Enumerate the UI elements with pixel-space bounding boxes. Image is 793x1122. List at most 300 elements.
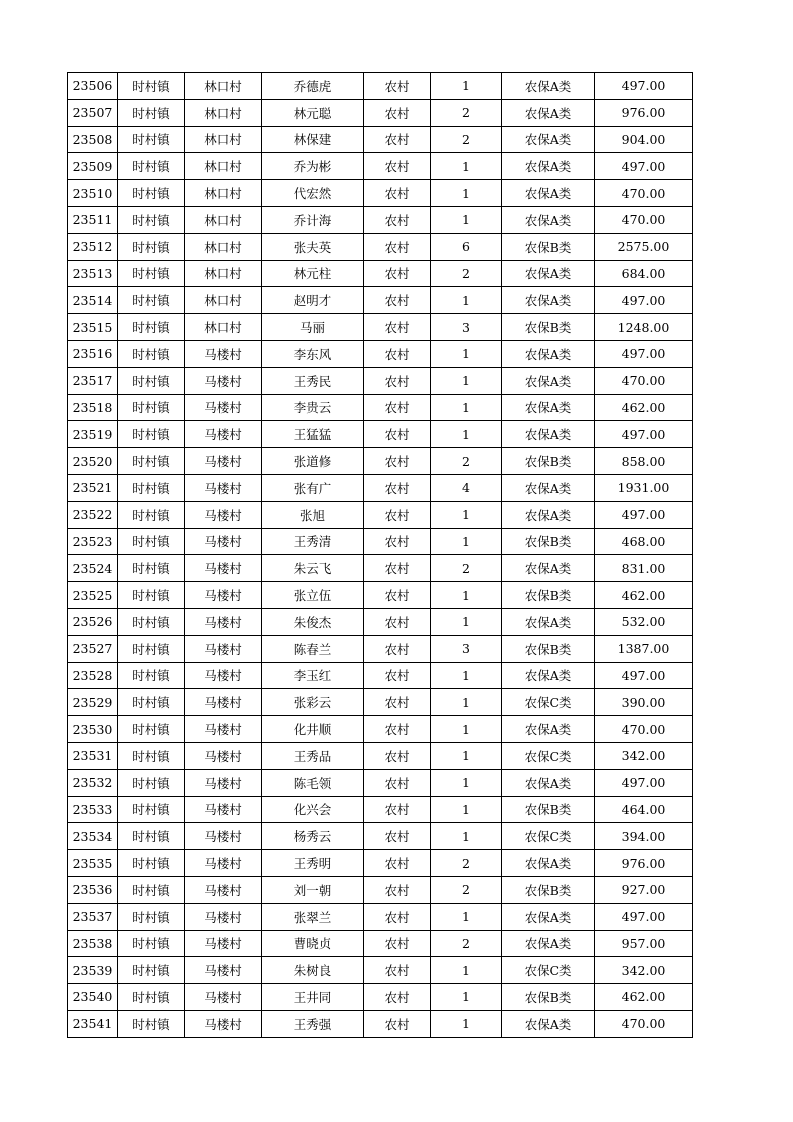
category-cell: 农保A类 (502, 662, 595, 689)
category-cell: 农保A类 (502, 287, 595, 314)
serial-number-cell: 23536 (68, 876, 118, 903)
amount-cell: 957.00 (595, 930, 693, 957)
amount-cell: 904.00 (595, 126, 693, 153)
category-cell: 农保C类 (502, 957, 595, 984)
village-cell: 林口村 (185, 126, 262, 153)
serial-number-cell: 23506 (68, 73, 118, 100)
table-row (68, 528, 693, 555)
table-row (68, 287, 693, 314)
relief-roster-table (67, 72, 693, 1038)
serial-number-cell: 23514 (68, 287, 118, 314)
category-cell: 农保A类 (502, 850, 595, 877)
household-size-cell: 1 (431, 206, 502, 233)
village-cell: 马楼村 (185, 394, 262, 421)
village-cell: 马楼村 (185, 662, 262, 689)
village-cell: 林口村 (185, 153, 262, 180)
household-type-cell: 农村 (364, 233, 431, 260)
amount-cell: 684.00 (595, 260, 693, 287)
name-cell: 王秀品 (262, 742, 364, 769)
category-cell: 农保C类 (502, 689, 595, 716)
table-row (68, 689, 693, 716)
table-row (68, 206, 693, 233)
category-cell: 农保A类 (502, 769, 595, 796)
village-cell: 马楼村 (185, 635, 262, 662)
household-type-cell: 农村 (364, 1010, 431, 1037)
serial-number-cell: 23516 (68, 340, 118, 367)
category-cell: 农保A类 (502, 608, 595, 635)
serial-number-cell: 23537 (68, 903, 118, 930)
amount-cell: 497.00 (595, 287, 693, 314)
serial-number-cell: 23526 (68, 608, 118, 635)
household-size-cell: 1 (431, 796, 502, 823)
table-row (68, 126, 693, 153)
category-cell: 农保A类 (502, 474, 595, 501)
name-cell: 张夫英 (262, 233, 364, 260)
name-cell: 乔为彬 (262, 153, 364, 180)
village-cell: 马楼村 (185, 984, 262, 1011)
category-cell: 农保B类 (502, 233, 595, 260)
household-type-cell: 农村 (364, 287, 431, 314)
household-size-cell: 1 (431, 716, 502, 743)
household-size-cell: 1 (431, 769, 502, 796)
name-cell: 乔计海 (262, 206, 364, 233)
household-type-cell: 农村 (364, 367, 431, 394)
serial-number-cell: 23507 (68, 99, 118, 126)
township-cell: 时村镇 (118, 528, 185, 555)
household-type-cell: 农村 (364, 180, 431, 207)
amount-cell: 468.00 (595, 528, 693, 555)
category-cell: 农保A类 (502, 367, 595, 394)
serial-number-cell: 23541 (68, 1010, 118, 1037)
name-cell: 李贵云 (262, 394, 364, 421)
table-row (68, 367, 693, 394)
household-type-cell: 农村 (364, 394, 431, 421)
table-row (68, 850, 693, 877)
table-row (68, 394, 693, 421)
household-type-cell: 农村 (364, 501, 431, 528)
serial-number-cell: 23515 (68, 314, 118, 341)
name-cell: 陈毛领 (262, 769, 364, 796)
household-size-cell: 2 (431, 448, 502, 475)
village-cell: 马楼村 (185, 555, 262, 582)
village-cell: 马楼村 (185, 474, 262, 501)
household-size-cell: 1 (431, 501, 502, 528)
serial-number-cell: 23531 (68, 742, 118, 769)
table-row (68, 635, 693, 662)
township-cell: 时村镇 (118, 957, 185, 984)
household-type-cell: 农村 (364, 126, 431, 153)
village-cell: 马楼村 (185, 582, 262, 609)
village-cell: 林口村 (185, 180, 262, 207)
village-cell: 林口村 (185, 314, 262, 341)
household-type-cell: 农村 (364, 421, 431, 448)
serial-number-cell: 23517 (68, 367, 118, 394)
household-type-cell: 农村 (364, 716, 431, 743)
household-type-cell: 农村 (364, 742, 431, 769)
village-cell: 马楼村 (185, 903, 262, 930)
village-cell: 马楼村 (185, 796, 262, 823)
amount-cell: 470.00 (595, 180, 693, 207)
name-cell: 化井顺 (262, 716, 364, 743)
category-cell: 农保A类 (502, 153, 595, 180)
serial-number-cell: 23524 (68, 555, 118, 582)
serial-number-cell: 23525 (68, 582, 118, 609)
township-cell: 时村镇 (118, 421, 185, 448)
village-cell: 马楼村 (185, 689, 262, 716)
table-row (68, 501, 693, 528)
amount-cell: 1387.00 (595, 635, 693, 662)
household-size-cell: 6 (431, 233, 502, 260)
category-cell: 农保C类 (502, 742, 595, 769)
name-cell: 张立伍 (262, 582, 364, 609)
village-cell: 马楼村 (185, 528, 262, 555)
household-size-cell: 1 (431, 582, 502, 609)
amount-cell: 470.00 (595, 1010, 693, 1037)
household-type-cell: 农村 (364, 340, 431, 367)
table-row (68, 876, 693, 903)
serial-number-cell: 23527 (68, 635, 118, 662)
table-row (68, 448, 693, 475)
name-cell: 林保建 (262, 126, 364, 153)
amount-cell: 497.00 (595, 903, 693, 930)
household-type-cell: 农村 (364, 99, 431, 126)
category-cell: 农保B类 (502, 582, 595, 609)
household-size-cell: 1 (431, 903, 502, 930)
household-type-cell: 农村 (364, 608, 431, 635)
household-size-cell: 1 (431, 528, 502, 555)
category-cell: 农保A类 (502, 421, 595, 448)
village-cell: 林口村 (185, 73, 262, 100)
amount-cell: 462.00 (595, 394, 693, 421)
serial-number-cell: 23523 (68, 528, 118, 555)
amount-cell: 462.00 (595, 582, 693, 609)
township-cell: 时村镇 (118, 233, 185, 260)
table-row (68, 153, 693, 180)
name-cell: 林元柱 (262, 260, 364, 287)
name-cell: 赵明才 (262, 287, 364, 314)
category-cell: 农保B类 (502, 635, 595, 662)
category-cell: 农保A类 (502, 716, 595, 743)
category-cell: 农保A类 (502, 501, 595, 528)
name-cell: 林元聪 (262, 99, 364, 126)
serial-number-cell: 23528 (68, 662, 118, 689)
household-type-cell: 农村 (364, 260, 431, 287)
name-cell: 张翠兰 (262, 903, 364, 930)
household-type-cell: 农村 (364, 984, 431, 1011)
amount-cell: 464.00 (595, 796, 693, 823)
township-cell: 时村镇 (118, 501, 185, 528)
township-cell: 时村镇 (118, 260, 185, 287)
name-cell: 代宏然 (262, 180, 364, 207)
serial-number-cell: 23509 (68, 153, 118, 180)
village-cell: 马楼村 (185, 957, 262, 984)
table-row (68, 180, 693, 207)
household-type-cell: 农村 (364, 957, 431, 984)
serial-number-cell: 23521 (68, 474, 118, 501)
name-cell: 曹晓贞 (262, 930, 364, 957)
township-cell: 时村镇 (118, 662, 185, 689)
household-type-cell: 农村 (364, 930, 431, 957)
township-cell: 时村镇 (118, 903, 185, 930)
name-cell: 张道修 (262, 448, 364, 475)
village-cell: 马楼村 (185, 823, 262, 850)
household-size-cell: 1 (431, 823, 502, 850)
category-cell: 农保B类 (502, 876, 595, 903)
amount-cell: 470.00 (595, 206, 693, 233)
household-size-cell: 1 (431, 153, 502, 180)
household-size-cell: 1 (431, 984, 502, 1011)
name-cell: 王井同 (262, 984, 364, 1011)
table-row (68, 823, 693, 850)
name-cell: 杨秀云 (262, 823, 364, 850)
household-type-cell: 农村 (364, 903, 431, 930)
amount-cell: 497.00 (595, 662, 693, 689)
serial-number-cell: 23519 (68, 421, 118, 448)
household-type-cell: 农村 (364, 206, 431, 233)
table-row (68, 930, 693, 957)
amount-cell: 497.00 (595, 153, 693, 180)
household-size-cell: 1 (431, 394, 502, 421)
household-type-cell: 农村 (364, 555, 431, 582)
amount-cell: 470.00 (595, 367, 693, 394)
category-cell: 农保A类 (502, 340, 595, 367)
amount-cell: 497.00 (595, 769, 693, 796)
village-cell: 马楼村 (185, 501, 262, 528)
serial-number-cell: 23539 (68, 957, 118, 984)
household-type-cell: 农村 (364, 876, 431, 903)
household-type-cell: 农村 (364, 689, 431, 716)
township-cell: 时村镇 (118, 876, 185, 903)
amount-cell: 394.00 (595, 823, 693, 850)
table-row (68, 555, 693, 582)
name-cell: 王秀民 (262, 367, 364, 394)
category-cell: 农保A类 (502, 126, 595, 153)
name-cell: 马丽 (262, 314, 364, 341)
serial-number-cell: 23513 (68, 260, 118, 287)
household-size-cell: 3 (431, 635, 502, 662)
table-row (68, 716, 693, 743)
household-type-cell: 农村 (364, 314, 431, 341)
amount-cell: 342.00 (595, 742, 693, 769)
township-cell: 时村镇 (118, 73, 185, 100)
serial-number-cell: 23538 (68, 930, 118, 957)
township-cell: 时村镇 (118, 99, 185, 126)
amount-cell: 976.00 (595, 850, 693, 877)
household-size-cell: 1 (431, 608, 502, 635)
serial-number-cell: 23518 (68, 394, 118, 421)
household-type-cell: 农村 (364, 850, 431, 877)
village-cell: 马楼村 (185, 1010, 262, 1037)
township-cell: 时村镇 (118, 1010, 185, 1037)
amount-cell: 927.00 (595, 876, 693, 903)
township-cell: 时村镇 (118, 394, 185, 421)
table-row (68, 662, 693, 689)
amount-cell: 976.00 (595, 99, 693, 126)
serial-number-cell: 23512 (68, 233, 118, 260)
household-type-cell: 农村 (364, 796, 431, 823)
household-size-cell: 1 (431, 367, 502, 394)
amount-cell: 342.00 (595, 957, 693, 984)
township-cell: 时村镇 (118, 716, 185, 743)
serial-number-cell: 23530 (68, 716, 118, 743)
household-size-cell: 1 (431, 421, 502, 448)
serial-number-cell: 23511 (68, 206, 118, 233)
household-size-cell: 2 (431, 126, 502, 153)
township-cell: 时村镇 (118, 340, 185, 367)
name-cell: 李玉红 (262, 662, 364, 689)
name-cell: 化兴会 (262, 796, 364, 823)
category-cell: 农保B类 (502, 984, 595, 1011)
village-cell: 林口村 (185, 206, 262, 233)
amount-cell: 462.00 (595, 984, 693, 1011)
category-cell: 农保B类 (502, 314, 595, 341)
household-size-cell: 1 (431, 340, 502, 367)
amount-cell: 390.00 (595, 689, 693, 716)
village-cell: 马楼村 (185, 716, 262, 743)
household-size-cell: 1 (431, 73, 502, 100)
household-size-cell: 1 (431, 689, 502, 716)
household-size-cell: 4 (431, 474, 502, 501)
household-size-cell: 2 (431, 850, 502, 877)
household-size-cell: 2 (431, 99, 502, 126)
table-row (68, 474, 693, 501)
township-cell: 时村镇 (118, 769, 185, 796)
household-size-cell: 1 (431, 1010, 502, 1037)
village-cell: 马楼村 (185, 876, 262, 903)
name-cell: 王秀强 (262, 1010, 364, 1037)
table-row (68, 340, 693, 367)
village-cell: 马楼村 (185, 930, 262, 957)
amount-cell: 2575.00 (595, 233, 693, 260)
township-cell: 时村镇 (118, 823, 185, 850)
amount-cell: 532.00 (595, 608, 693, 635)
table-row (68, 742, 693, 769)
serial-number-cell: 23532 (68, 769, 118, 796)
household-type-cell: 农村 (364, 528, 431, 555)
household-type-cell: 农村 (364, 73, 431, 100)
table-row (68, 984, 693, 1011)
township-cell: 时村镇 (118, 689, 185, 716)
table-row (68, 233, 693, 260)
township-cell: 时村镇 (118, 635, 185, 662)
category-cell: 农保A类 (502, 903, 595, 930)
name-cell: 朱云飞 (262, 555, 364, 582)
village-cell: 马楼村 (185, 608, 262, 635)
village-cell: 林口村 (185, 260, 262, 287)
amount-cell: 470.00 (595, 716, 693, 743)
village-cell: 马楼村 (185, 448, 262, 475)
amount-cell: 497.00 (595, 421, 693, 448)
household-size-cell: 2 (431, 930, 502, 957)
serial-number-cell: 23508 (68, 126, 118, 153)
household-size-cell: 2 (431, 555, 502, 582)
household-type-cell: 农村 (364, 474, 431, 501)
village-cell: 林口村 (185, 233, 262, 260)
village-cell: 马楼村 (185, 367, 262, 394)
amount-cell: 1248.00 (595, 314, 693, 341)
category-cell: 农保A类 (502, 930, 595, 957)
name-cell: 朱俊杰 (262, 608, 364, 635)
serial-number-cell: 23533 (68, 796, 118, 823)
table-body (68, 73, 693, 1038)
township-cell: 时村镇 (118, 314, 185, 341)
household-size-cell: 2 (431, 260, 502, 287)
name-cell: 乔德虎 (262, 73, 364, 100)
township-cell: 时村镇 (118, 367, 185, 394)
township-cell: 时村镇 (118, 555, 185, 582)
table-row (68, 796, 693, 823)
township-cell: 时村镇 (118, 287, 185, 314)
township-cell: 时村镇 (118, 930, 185, 957)
serial-number-cell: 23529 (68, 689, 118, 716)
township-cell: 时村镇 (118, 850, 185, 877)
serial-number-cell: 23510 (68, 180, 118, 207)
table-row (68, 99, 693, 126)
table-row (68, 608, 693, 635)
name-cell: 王猛猛 (262, 421, 364, 448)
category-cell: 农保A类 (502, 73, 595, 100)
village-cell: 马楼村 (185, 340, 262, 367)
amount-cell: 831.00 (595, 555, 693, 582)
category-cell: 农保A类 (502, 555, 595, 582)
township-cell: 时村镇 (118, 582, 185, 609)
name-cell: 刘一朝 (262, 876, 364, 903)
village-cell: 马楼村 (185, 769, 262, 796)
household-type-cell: 农村 (364, 823, 431, 850)
village-cell: 马楼村 (185, 850, 262, 877)
household-type-cell: 农村 (364, 582, 431, 609)
table-row (68, 582, 693, 609)
household-type-cell: 农村 (364, 769, 431, 796)
township-cell: 时村镇 (118, 742, 185, 769)
name-cell: 张有广 (262, 474, 364, 501)
table-row (68, 314, 693, 341)
household-size-cell: 1 (431, 180, 502, 207)
household-size-cell: 3 (431, 314, 502, 341)
township-cell: 时村镇 (118, 608, 185, 635)
table-row (68, 957, 693, 984)
village-cell: 林口村 (185, 99, 262, 126)
township-cell: 时村镇 (118, 206, 185, 233)
township-cell: 时村镇 (118, 474, 185, 501)
table-row (68, 903, 693, 930)
name-cell: 陈春兰 (262, 635, 364, 662)
category-cell: 农保A类 (502, 394, 595, 421)
table-row (68, 1010, 693, 1037)
serial-number-cell: 23520 (68, 448, 118, 475)
township-cell: 时村镇 (118, 126, 185, 153)
category-cell: 农保B类 (502, 796, 595, 823)
name-cell: 张彩云 (262, 689, 364, 716)
household-type-cell: 农村 (364, 662, 431, 689)
village-cell: 马楼村 (185, 421, 262, 448)
table-row (68, 769, 693, 796)
serial-number-cell: 23535 (68, 850, 118, 877)
category-cell: 农保B类 (502, 448, 595, 475)
household-size-cell: 1 (431, 287, 502, 314)
category-cell: 农保A类 (502, 260, 595, 287)
household-size-cell: 1 (431, 957, 502, 984)
amount-cell: 858.00 (595, 448, 693, 475)
category-cell: 农保A类 (502, 1010, 595, 1037)
amount-cell: 1931.00 (595, 474, 693, 501)
table-row (68, 73, 693, 100)
amount-cell: 497.00 (595, 340, 693, 367)
village-cell: 林口村 (185, 287, 262, 314)
household-type-cell: 农村 (364, 153, 431, 180)
township-cell: 时村镇 (118, 448, 185, 475)
table-row (68, 260, 693, 287)
